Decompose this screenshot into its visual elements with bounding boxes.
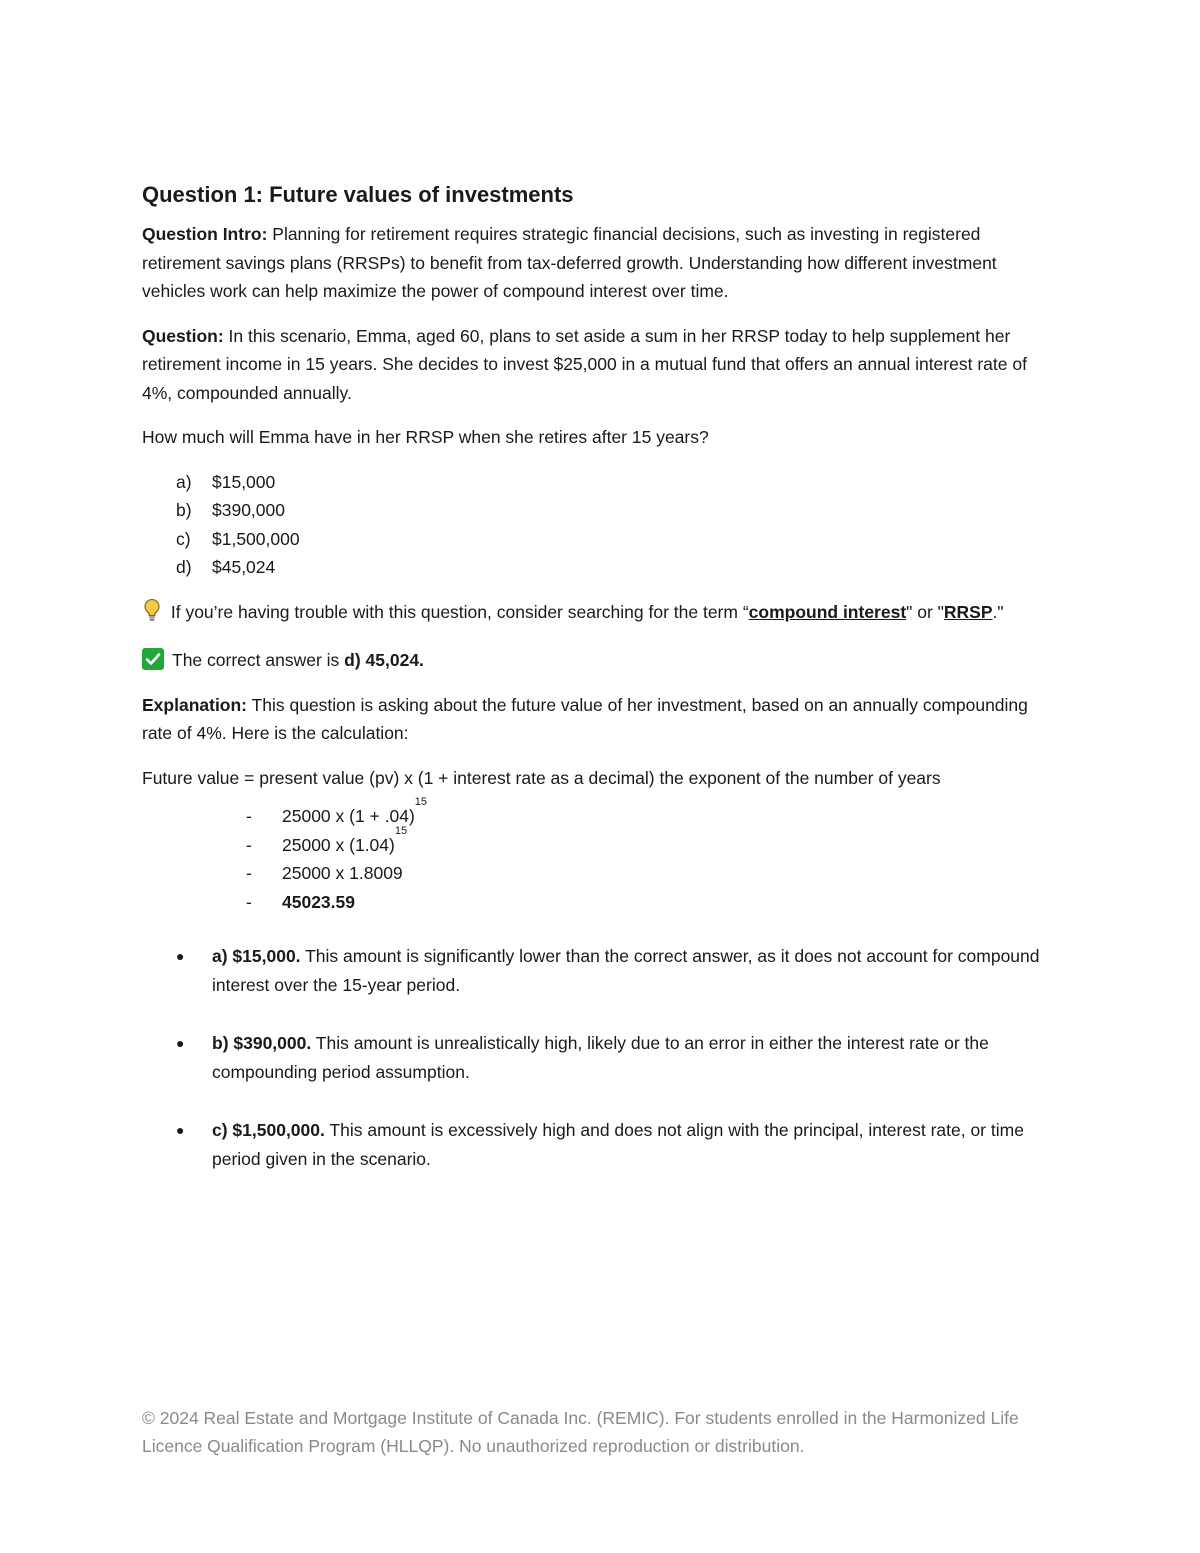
check-mark-icon xyxy=(142,648,164,670)
option-c xyxy=(176,525,1057,554)
step-result: 45023.59 xyxy=(282,891,355,912)
step-dash: - xyxy=(246,891,252,912)
bullet-text xyxy=(212,942,1057,999)
step-exponent: 15 xyxy=(414,796,428,808)
hint xyxy=(142,598,1057,631)
compound-interest-link[interactable]: compound interest xyxy=(748,601,907,622)
bullet-label: a) $15,000. xyxy=(212,946,301,966)
step-dash: - xyxy=(246,834,252,855)
option-letter: a) xyxy=(176,471,192,492)
option-letter: c) xyxy=(176,528,191,549)
list-item xyxy=(176,942,1057,999)
document-body xyxy=(142,180,1057,1203)
answer-options xyxy=(142,468,1057,582)
step-text: 25000 x (1.04) xyxy=(282,834,395,855)
explanation xyxy=(142,691,1057,748)
step-text: 25000 x 1.8009 xyxy=(282,863,403,883)
calc-step xyxy=(246,824,1057,860)
calc-step xyxy=(246,888,1057,917)
formula: Future value = present value (pv) x (1 + interest rate as a decimal) the exponent of the number of years xyxy=(142,767,941,788)
rrsp-link[interactable]: RRSP xyxy=(943,601,993,622)
bullet-body: This amount is significantly lower than the correct answer, as it does not account for compound interest over the 15-year period. xyxy=(212,946,1040,995)
calculation-steps xyxy=(142,796,1057,916)
list-item xyxy=(176,1029,1057,1086)
intro-text: Planning for retirement requires strategic financial decisions, such as investing in registered retirement savings plans (RRSPs) to benefit from tax-deferred growth. Understanding how different investment vehicles work can help maximize the power of compound interest over time. xyxy=(142,224,997,301)
option-d xyxy=(176,553,1057,582)
question-body: In this scenario, Emma, aged 60, plans to set aside a sum in her RRSP today to help supplement her retirement income in 15 years. She decides to invest $25,000 in a mutual fund that offers an annual interest rate of 4%, compounded annually. xyxy=(142,325,1027,403)
question-label: Question: xyxy=(142,325,224,346)
bullet-icon: ● xyxy=(176,948,185,964)
question-text xyxy=(142,322,1057,408)
option-value: $1,500,000 xyxy=(212,528,300,549)
option-value: $45,024 xyxy=(212,557,276,577)
explanation-label: Explanation: xyxy=(142,694,248,715)
option-letter: d) xyxy=(176,557,192,577)
question-intro xyxy=(142,220,1057,306)
bullet-label: c) $1,500,000. xyxy=(212,1120,325,1140)
explanation-text: This question is asking about the future value of her investment, based on an annually compounding rate of 4%. Here is the calculation: xyxy=(142,694,1028,743)
copyright-footer: © 2024 Real Estate and Mortgage Institute of Canada Inc. (REMIC). For students enrolled in the Harmonized Life Licence Qualification Program (HLLQP). No unauthorized reproduction or distribution. xyxy=(142,1408,1019,1456)
wrong-answer-explanations xyxy=(142,942,1057,1173)
calc-step xyxy=(246,796,1057,831)
bullet-text xyxy=(212,1116,1057,1173)
step-dash: - xyxy=(246,863,252,883)
intro-label: Question Intro: xyxy=(142,224,268,244)
step-exponent: 15 xyxy=(394,824,408,837)
bullet-icon: ● xyxy=(176,1122,185,1138)
bullet-label: b) $390,000. xyxy=(212,1033,312,1053)
step-text: 25000 x (1 + .04) xyxy=(282,806,415,826)
step-dash: - xyxy=(246,806,252,826)
bullet-body: This amount is unrealistically high, likely due to an error in either the interest rate or the compounding period assumption. xyxy=(212,1033,989,1082)
option-value: $15,000 xyxy=(212,471,276,492)
list-item xyxy=(176,1116,1057,1173)
calc-step xyxy=(246,859,1057,888)
hint-text-mid: " or " xyxy=(906,601,944,622)
hint-text-pre: If you’re having trouble with this question, consider searching for the term “ xyxy=(166,601,749,622)
answer-pre: The correct answer is xyxy=(172,650,345,670)
option-value: $390,000 xyxy=(212,500,285,520)
option-a xyxy=(176,468,1057,497)
bullet-text xyxy=(212,1029,1057,1086)
lightbulb-icon xyxy=(142,598,162,631)
option-b xyxy=(176,496,1057,525)
bullet-icon: ● xyxy=(176,1035,185,1051)
question-prompt: How much will Emma have in her RRSP when she retires after 15 years? xyxy=(142,427,709,447)
page-title: Question 1: Future values of investments xyxy=(142,182,574,207)
correct-answer xyxy=(142,646,1057,675)
bullet-body: This amount is excessively high and does not align with the principal, interest rate, or time period given in the scenario. xyxy=(212,1120,1024,1169)
answer-value: d) 45,024. xyxy=(344,650,424,670)
option-letter: b) xyxy=(176,500,192,520)
hint-text-post: ." xyxy=(992,601,1004,622)
